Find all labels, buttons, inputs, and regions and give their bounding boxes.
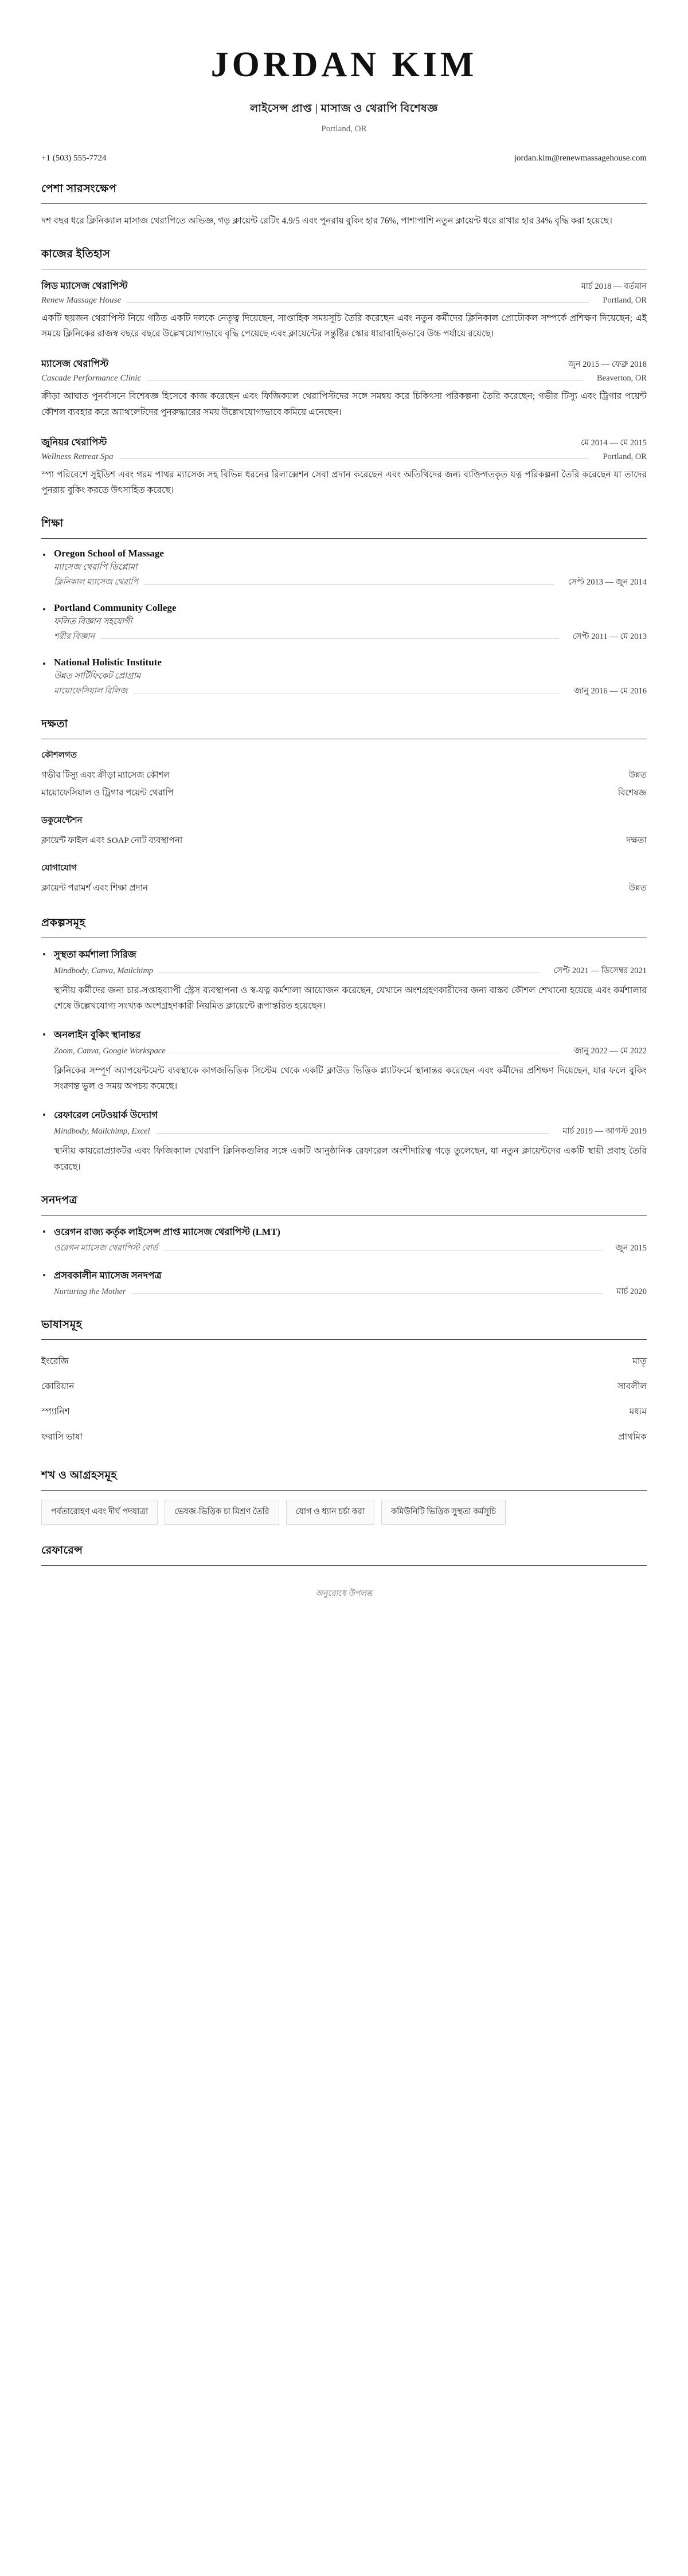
section-languages: [41, 1316, 647, 1450]
summary-section-title: পেশা সারসংক্ষেপ: [41, 183, 117, 195]
skill-group: [41, 861, 647, 897]
certification-item: [41, 1225, 647, 1256]
phone-number: +1 (503) 555-7724: [41, 154, 107, 163]
interest-chip: যোগ ও ধ্যান চর্চা করা: [286, 1500, 375, 1525]
education-degree: ফলিত বিজ্ঞান সহযোগী: [54, 617, 132, 626]
references-note: অনুরোধে উপলব্ধ: [315, 1589, 373, 1598]
section-divider: [41, 1565, 647, 1566]
section-education: [41, 515, 647, 699]
skill-category: কৌশলগত: [41, 750, 77, 760]
skill-group: [41, 748, 647, 802]
summary-text: দশ বছর ধরে ক্লিনিক্যাল মাসাজ থেরাপিতে অভিজ্ঞ, গড় ক্লায়েন্ট রেটিং 4.9/5 এবং পুনরায় বুকিং হার 76%, পাশাপাশি নতুন ক্লায়েন্ট ধরে রাখার হার 34% বৃদ্ধি করা হয়েছে।: [41, 216, 612, 226]
education-field: ক্লিনিকাল ম্যাসেজ থেরাপি: [54, 577, 138, 587]
experience-dates: জুন 2015 — ফেব্রু 2018: [568, 360, 647, 370]
language-name: ইংরেজি: [41, 1356, 69, 1366]
skill-row: [41, 767, 647, 785]
page-title: JORDAN KIM: [210, 45, 478, 84]
language-row: [41, 1349, 647, 1374]
certification-meta: [54, 1242, 647, 1256]
divider-line: [119, 458, 589, 459]
interest-chip: কমিউনিটি ভিত্তিক সুস্থতা কর্মসূচি: [381, 1500, 506, 1525]
professional-headline: লাইসেন্স প্রাপ্ত | মাসাজ ও থেরাপি বিশেষজ্ঞ: [250, 103, 438, 115]
experience-subheader: [41, 452, 647, 462]
project-name: অনলাইন বুকিং স্থানান্তর: [54, 1029, 141, 1041]
project-name: সুস্থতা কর্মশালা সিরিজ: [54, 948, 136, 960]
bullet-icon: •: [42, 1269, 46, 1281]
interests-section-title: শখ ও আগ্রহসমূহ: [41, 1469, 118, 1481]
certification-meta: [54, 1285, 647, 1299]
skill-level: বিশেষজ্ঞ: [617, 788, 647, 798]
language-name: কোরিয়ান: [41, 1381, 75, 1391]
project-tech: Mindbody, Mailchimp, Excel: [54, 1127, 150, 1136]
skill-group: [41, 814, 647, 850]
education-degree: উন্নত সার্টিফিকেট প্রোগ্রাম: [54, 671, 141, 681]
experience-item: [41, 435, 647, 498]
bullet-icon: •: [42, 948, 46, 960]
section-experience: [41, 246, 647, 498]
project-name: রেফারেল নেটওয়ার্ক উদ্যোগ: [54, 1109, 158, 1121]
bullet-icon: •: [42, 603, 46, 615]
experience-header: [41, 435, 647, 450]
skill-name: গভীর টিস্যু এবং ক্রীড়া ম্যাসেজ কৌশল: [41, 770, 170, 780]
skill-name: ক্লায়েন্ট ফাইল এবং SOAP নোট ব্যবস্থাপনা: [41, 836, 183, 845]
education-school: National Holistic Institute: [54, 656, 162, 668]
section-interests: [41, 1467, 647, 1525]
certification-name: ওরেগন রাজ্য কর্তৃক লাইসেন্স প্রাপ্ত ম্যাসেজ থেরাপিস্ট (LMT): [54, 1226, 280, 1237]
project-item: [41, 947, 647, 1014]
language-name: স্প্যানিশ: [41, 1406, 70, 1417]
experience-role: ম্যাসেজ থেরাপিস্ট: [41, 358, 109, 370]
section-references: [41, 1542, 647, 1607]
section-divider: [41, 1490, 647, 1491]
education-item: [41, 602, 647, 644]
project-item: [41, 1028, 647, 1094]
education-dates: সেপ্ট 2011 — মে 2013: [572, 632, 647, 641]
experience-section-title: কাজের ইতিহাস: [41, 248, 111, 261]
section-certifications: [41, 1192, 647, 1299]
language-level: মধ্যম: [629, 1406, 647, 1417]
language-row: [41, 1399, 647, 1425]
language-level: মাতৃ: [632, 1356, 647, 1366]
bullet-icon: •: [42, 1029, 46, 1041]
experience-location: Beaverton, OR: [597, 374, 647, 383]
experience-description: ক্রীড়া আঘাত পুনর্বাসনে বিশেষজ্ঞ হিসেবে কাজ করেছেন এবং ফিজিক্যাল থেরাপিস্টদের সঙ্গে সমন্বয় করে চিকিৎসা পরিকল্পনা তৈরি করেছেন; গভীর টিস্যু এবং ট্রিগার পয়েন্ট কৌশল ব্যবহার করে অ্যাথলেটদের পুনরুদ্ধারের সময় উল্লেখযোগ্যভাবে কমিয়ে এনেছেন।: [41, 391, 647, 417]
education-dates: সেপ্ট 2013 — জুন 2014: [568, 577, 647, 587]
projects-section-title: প্রকল্পসমূহ: [41, 916, 86, 929]
divider-line: [100, 638, 559, 639]
experience-company: Renew Massage House: [41, 296, 122, 305]
experience-dates: মে 2014 — মে 2015: [581, 438, 647, 448]
certification-issuer: ওরেগন ম্যাসেজ থেরাপিস্ট বোর্ড: [54, 1243, 158, 1253]
skill-level: দক্ষতা: [626, 836, 647, 845]
education-field: শরীর বিজ্ঞান: [54, 632, 95, 641]
education-section-title: শিক্ষা: [41, 517, 64, 530]
project-description: স্থানীয় কর্মীদের জন্য চার-সপ্তাহব্যাপী স্ট্রেস ব্যবস্থাপনা ও স্ব-যত্ন কর্মশালা আয়োজন করেছেন, যেখানে অংশগ্রহণকারীদের জন্য বাস্তব কৌশল শেখানো হয়েছে এবং কর্মশালার শেষে উল্লেখযোগ্য সংখ্যক অংশগ্রহণকারী নিয়মিত ক্লায়েন্টে রূপান্তরিত হয়েছেন।: [54, 985, 647, 1011]
bullet-icon: •: [42, 658, 46, 669]
divider-line: [132, 1293, 603, 1294]
bullet-icon: •: [42, 1109, 46, 1121]
experience-description: একটি ছয়জন থেরাপিস্ট নিয়ে গঠিত একটি দলকে নেতৃত্ব দিয়েছেন, সাপ্তাহিক সময়সূচি তৈরি করেছেন এবং নতুন কর্মীদের ক্লিনিকাল প্রোটোকল সম্পর্কে প্রশিক্ষণ দিয়েছেন; এই সময়ে ক্লিনিকের রাজস্ব বছরে বছরে উল্লেখযোগ্যভাবে বৃদ্ধি পেয়েছে এবং ক্লায়েন্টের সন্তুষ্টির স্কোর ধারাবাহিকভাবে উচ্চ পর্যায়ে রয়েছে।: [41, 313, 647, 339]
divider-line: [144, 584, 554, 585]
education-degree: ম্যাসেজ থেরাপি ডিপ্লোমা: [54, 562, 138, 572]
email-address: jordan.kim@renewmassagehouse.com: [514, 154, 647, 163]
project-tech: Zoom, Canva, Google Workspace: [54, 1046, 166, 1056]
language-name: ফরাসি ভাষা: [41, 1432, 83, 1442]
language-row: [41, 1374, 647, 1399]
certification-date: মার্চ 2020: [616, 1287, 647, 1296]
languages-section-title: ভাষাসমূহ: [41, 1318, 83, 1331]
experience-subheader: [41, 296, 647, 305]
header-location: Portland, OR: [321, 124, 367, 134]
section-divider: [41, 538, 647, 539]
language-level: প্রাথমিক: [618, 1432, 647, 1442]
skill-category: ডকুমেন্টেশন: [41, 815, 83, 825]
skills-section-title: দক্ষতা: [41, 717, 68, 730]
experience-location: Portland, OR: [603, 452, 647, 461]
divider-line: [147, 380, 583, 381]
language-level: সাবলীল: [617, 1381, 647, 1391]
project-description: স্থানীয় কায়রোপ্র্যাকটর এবং ফিজিক্যাল থেরাপি ক্লিনিকগুলির সঙ্গে একটি আনুষ্ঠানিক রেফারেল অংশীদারিত্ব গড়ে তুলেছেন, যা নতুন ক্লায়েন্টদের একটি স্থায়ী প্রবাহ তৈরি করেছে।: [54, 1146, 647, 1172]
section-projects: [41, 915, 647, 1175]
experience-dates: মার্চ 2018 — বর্তমান: [581, 282, 647, 292]
skill-level: উন্নত: [628, 770, 647, 780]
interest-chip: পর্বতারোহণ এবং দীর্ঘ পদযাত্রা: [41, 1500, 158, 1525]
experience-role: জুনিয়র থেরাপিস্ট: [41, 436, 107, 448]
experience-description: স্পা পরিবেশে সুইডিশ এবং গরম পাথর ম্যাসেজ সহ বিভিন্ন ধরনের রিলাক্সেশন সেবা প্রদান করেছেন এবং অতিথিদের জন্য ব্যক্তিগতকৃত যত্ন পরিকল্পনা তৈরি করেছেন যা তাদের পুনরায় বুকিং করতে উৎসাহিত করেছে।: [41, 469, 647, 495]
section-summary: [41, 181, 647, 229]
skill-row: [41, 832, 647, 850]
certifications-section-title: সনদপত্র: [41, 1194, 78, 1206]
contact-row: [41, 154, 647, 163]
section-divider: [41, 1339, 647, 1340]
bullet-icon: •: [42, 1226, 46, 1237]
experience-company: Wellness Retreat Spa: [41, 452, 114, 461]
skill-level: উন্নত: [628, 883, 647, 893]
experience-role: লিড ম্যাসেজ থেরাপিস্ট: [41, 280, 128, 292]
project-meta: [54, 1125, 647, 1139]
project-tech: Mindbody, Canva, Mailchimp: [54, 966, 154, 975]
section-divider: [41, 203, 647, 204]
certification-name: প্রসবকালীন ম্যাসেজ সনদপত্র: [54, 1269, 162, 1281]
divider-line: [127, 302, 589, 303]
resume-header: [41, 45, 647, 163]
experience-company: Cascade Performance Clinic: [41, 374, 142, 383]
education-item: [41, 548, 647, 590]
section-divider: [41, 1215, 647, 1216]
project-description: ক্লিনিকের সম্পূর্ণ অ্যাপয়েন্টমেন্ট ব্যবস্থাকে কাগজভিত্তিক সিস্টেম থেকে একটি ক্লাউড ভিত্তিক প্ল্যাটফর্মে স্থানান্তর করেছেন এবং কর্মীদের প্রশিক্ষণ দিয়েছেন, যার ফলে বুকিং সংক্রান্ত ভুল ও সময় অপচয় কমেছে।: [54, 1066, 647, 1092]
section-skills: [41, 716, 647, 897]
project-dates: জানু 2022 — মে 2022: [574, 1046, 647, 1056]
skill-name: মায়োফেসিয়াল ও ট্রিগার পয়েন্ট থেরাপি: [41, 788, 174, 798]
references-section-title: রেফারেন্স: [41, 1544, 83, 1556]
education-school: Portland Community College: [54, 602, 177, 613]
skill-row: [41, 880, 647, 897]
education-dates: জানু 2016 — মে 2016: [574, 686, 647, 696]
project-meta: [54, 964, 647, 978]
experience-header: [41, 279, 647, 294]
experience-header: [41, 356, 647, 372]
certification-issuer: Nurturing the Mother: [54, 1287, 126, 1296]
education-field: মায়োফেসিয়াল রিলিজ: [54, 686, 128, 696]
education-school: Oregon School of Massage: [54, 547, 164, 559]
skill-name: ক্লায়েন্ট পরামর্শ এবং শিক্ষা প্রদান: [41, 883, 148, 893]
bullet-icon: •: [42, 549, 46, 560]
project-meta: [54, 1045, 647, 1058]
experience-subheader: [41, 374, 647, 383]
certification-date: জুন 2015: [615, 1243, 647, 1253]
skill-row: [41, 785, 647, 802]
project-item: [41, 1108, 647, 1174]
project-dates: সেপ্ট 2021 — ডিসেম্বর 2021: [553, 966, 647, 975]
interest-chip: ভেষজ-ভিত্তিক চা মিশ্রণ তৈরি: [165, 1500, 279, 1525]
experience-location: Portland, OR: [603, 296, 647, 305]
language-row: [41, 1425, 647, 1450]
education-meta: [54, 576, 647, 590]
education-meta: [54, 630, 647, 644]
education-item: [41, 657, 647, 699]
skill-category: যোগাযোগ: [41, 863, 77, 873]
experience-item: [41, 356, 647, 419]
experience-item: [41, 279, 647, 342]
divider-line: [156, 1133, 549, 1134]
project-dates: মার্চ 2019 — আগস্ট 2019: [562, 1127, 647, 1136]
education-meta: [54, 685, 647, 699]
certification-item: [41, 1268, 647, 1299]
interest-chip-list: [41, 1500, 647, 1525]
